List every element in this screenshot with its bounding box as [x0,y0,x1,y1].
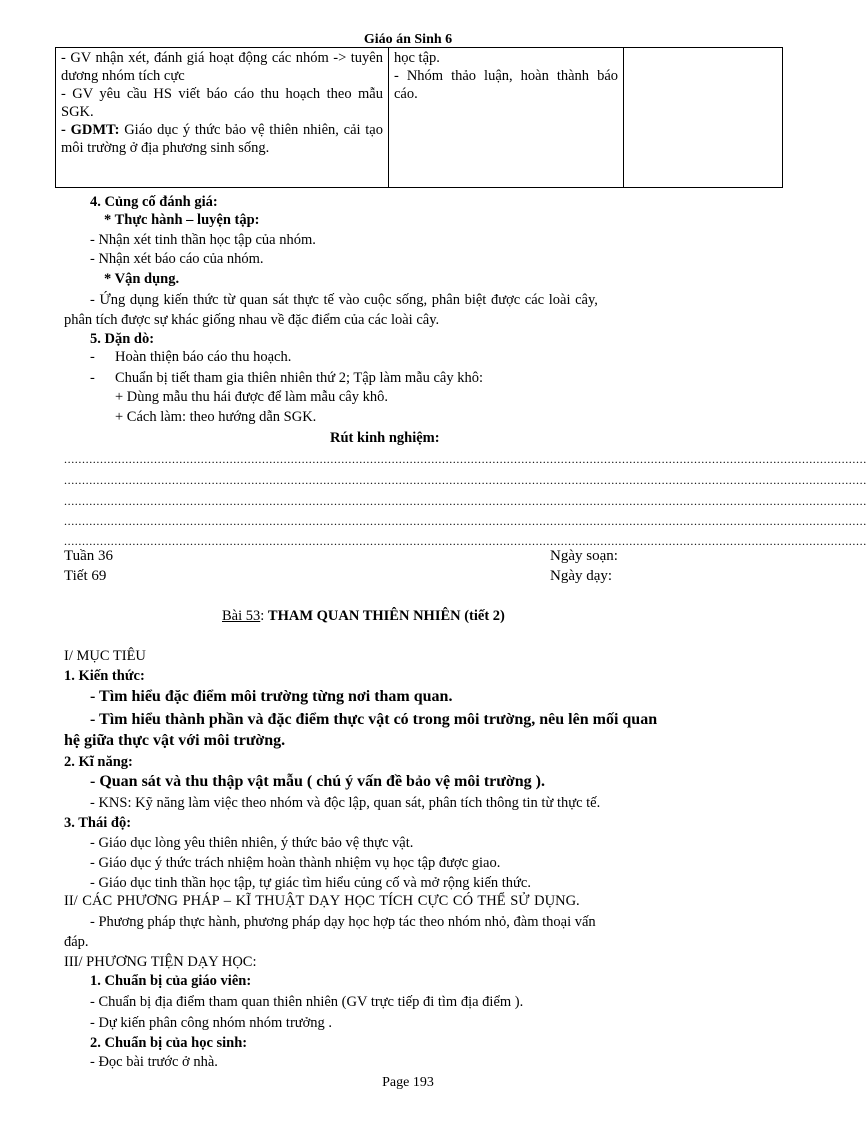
methods-text: - Phương pháp thực hành, phương pháp dạy học hợp tác theo nhóm nhỏ, đàm thoại vấn [90,914,596,930]
dotted-line: ............................................................................................................................................................................................................................... [64,514,867,528]
knowledge-item: - Tìm hiểu thành phần và đặc điểm thực vật có trong môi trường, nêu lên mối quan [90,711,658,728]
attitude-title: 3. Thái độ: [64,815,132,831]
list-bullet: - [90,349,95,365]
gdmt-text: Giáo dục ý thức bảo vệ thiên nhiên, cải tạo môi trường ở địa phương sinh sống. [61,122,383,156]
experience-title: Rút kinh nghiệm: [330,430,440,446]
period-label: Tiết 69 [64,568,107,584]
homework-subitem: + Dùng mẫu thu hái được để làm mẫu cây khô. [115,389,388,405]
teacher-activity-cell [56,48,389,188]
lesson-number: Bài 53 [222,608,261,624]
teacher-prep-item: - Dự kiến phân công nhóm nhóm trưởng . [90,1015,333,1031]
knowledge-title: 1. Kiến thức: [64,668,145,684]
dotted-line: ............................................................................................................................................................................................................................... [64,494,867,508]
prep-date-label: Ngày soạn: [550,548,618,564]
attitude-item: - Giáo dục lòng yêu thiên nhiên, ý thức bảo vệ thực vật. [90,835,414,851]
knowledge-item: hệ giữa thực vật với môi trường. [64,732,286,749]
section-5-title: 5. Dặn dò: [90,331,155,347]
table-text: học tập. [394,50,440,66]
skills-item: - KNS: Kỹ năng làm việc theo nhóm và độc lập, quan sát, phân tích thông tin từ thực tế. [90,795,601,811]
dotted-line: ............................................................................................................................................................................................................................... [64,452,867,466]
homework-subitem: + Cách làm: theo hướng dẫn SGK. [115,409,317,425]
content-cell [624,48,783,188]
apply-title: * Vận dụng. [104,271,180,287]
skills-item: - Quan sát và thu thập vật mẫu ( chú ý vấn đề bảo vệ môi trường ). [90,773,545,790]
practice-item: - Nhận xét tinh thần học tập của nhóm. [90,232,316,248]
page-header: Giáo án Sinh 6 [363,32,453,47]
practice-title: * Thực hành – luyện tập: [104,212,260,228]
dotted-line: ............................................................................................................................................................................................................................... [64,534,867,548]
apply-text: - Ứng dụng kiến thức từ quan sát thực tế vào cuộc sống, phân biệt được các loài cây, [90,292,598,308]
objectives-title: I/ MỤC TIÊU [64,648,146,664]
student-prep-item: - Đọc bài trước ở nhà. [90,1054,218,1070]
resources-title: III/ PHƯƠNG TIỆN DẠY HỌC: [64,954,257,970]
practice-item: - Nhận xét báo cáo của nhóm. [90,251,264,267]
student-prep-title: 2. Chuẩn bị của học sinh: [90,1035,248,1051]
skills-title: 2. Kĩ năng: [64,754,133,770]
dotted-line: ............................................................................................................................................................................................................................... [64,473,867,487]
student-activity-cell [389,48,624,188]
table-row [56,48,783,188]
table-text: - GV nhận xét, đánh giá hoạt động các nhóm -> tuyên dương nhóm tích cực [61,50,383,84]
knowledge-item: - Tìm hiểu đặc điểm môi trường từng nơi tham quan. [90,688,453,705]
activity-table [55,47,783,188]
apply-text: phân tích được sự khác giống nhau về đặc điểm của các loài cây. [64,312,440,328]
section-4-title: 4. Củng cố đánh giá: [90,194,218,210]
attitude-item: - Giáo dục tinh thần học tập, tự giác tìm hiểu củng cố và mở rộng kiến thức. [90,875,531,891]
teacher-prep-item: - Chuẩn bị địa điểm tham quan thiên nhiên (GV trực tiếp đi tìm địa điểm ). [90,994,524,1010]
page-number: Page 193 [382,1075,434,1090]
lesson-title: THAM QUAN THIÊN NHIÊN (tiết 2) [267,608,505,624]
lesson-heading [222,607,505,625]
table-text: - Nhóm thảo luận, hoàn thành báo cáo. [394,68,618,102]
table-text: - GV yêu cầu HS viết báo cáo thu hoạch theo mẫu SGK. [61,86,383,120]
teacher-prep-title: 1. Chuẩn bị của giáo viên: [90,973,252,989]
methods-text: đáp. [64,934,89,950]
homework-item: Hoàn thiện báo cáo thu hoạch. [115,349,292,365]
gdmt-label: - GDMT: [61,122,120,138]
teach-date-label: Ngày dạy: [550,568,613,584]
table-text [61,121,383,157]
lesson-colon: : [260,608,265,624]
list-bullet: - [90,370,95,386]
methods-title: II/ CÁC PHƯƠNG PHÁP – KĨ THUẬT DẠY HỌC TÍCH CỰC CÓ THỂ SỬ DỤNG. [64,893,580,909]
week-label: Tuần 36 [64,548,114,564]
attitude-item: - Giáo dục ý thức trách nhiệm hoàn thành nhiệm vụ học tập được giao. [90,855,501,871]
homework-item: Chuẩn bị tiết tham gia thiên nhiên thứ 2; Tập làm mẫu cây khô: [115,370,484,386]
